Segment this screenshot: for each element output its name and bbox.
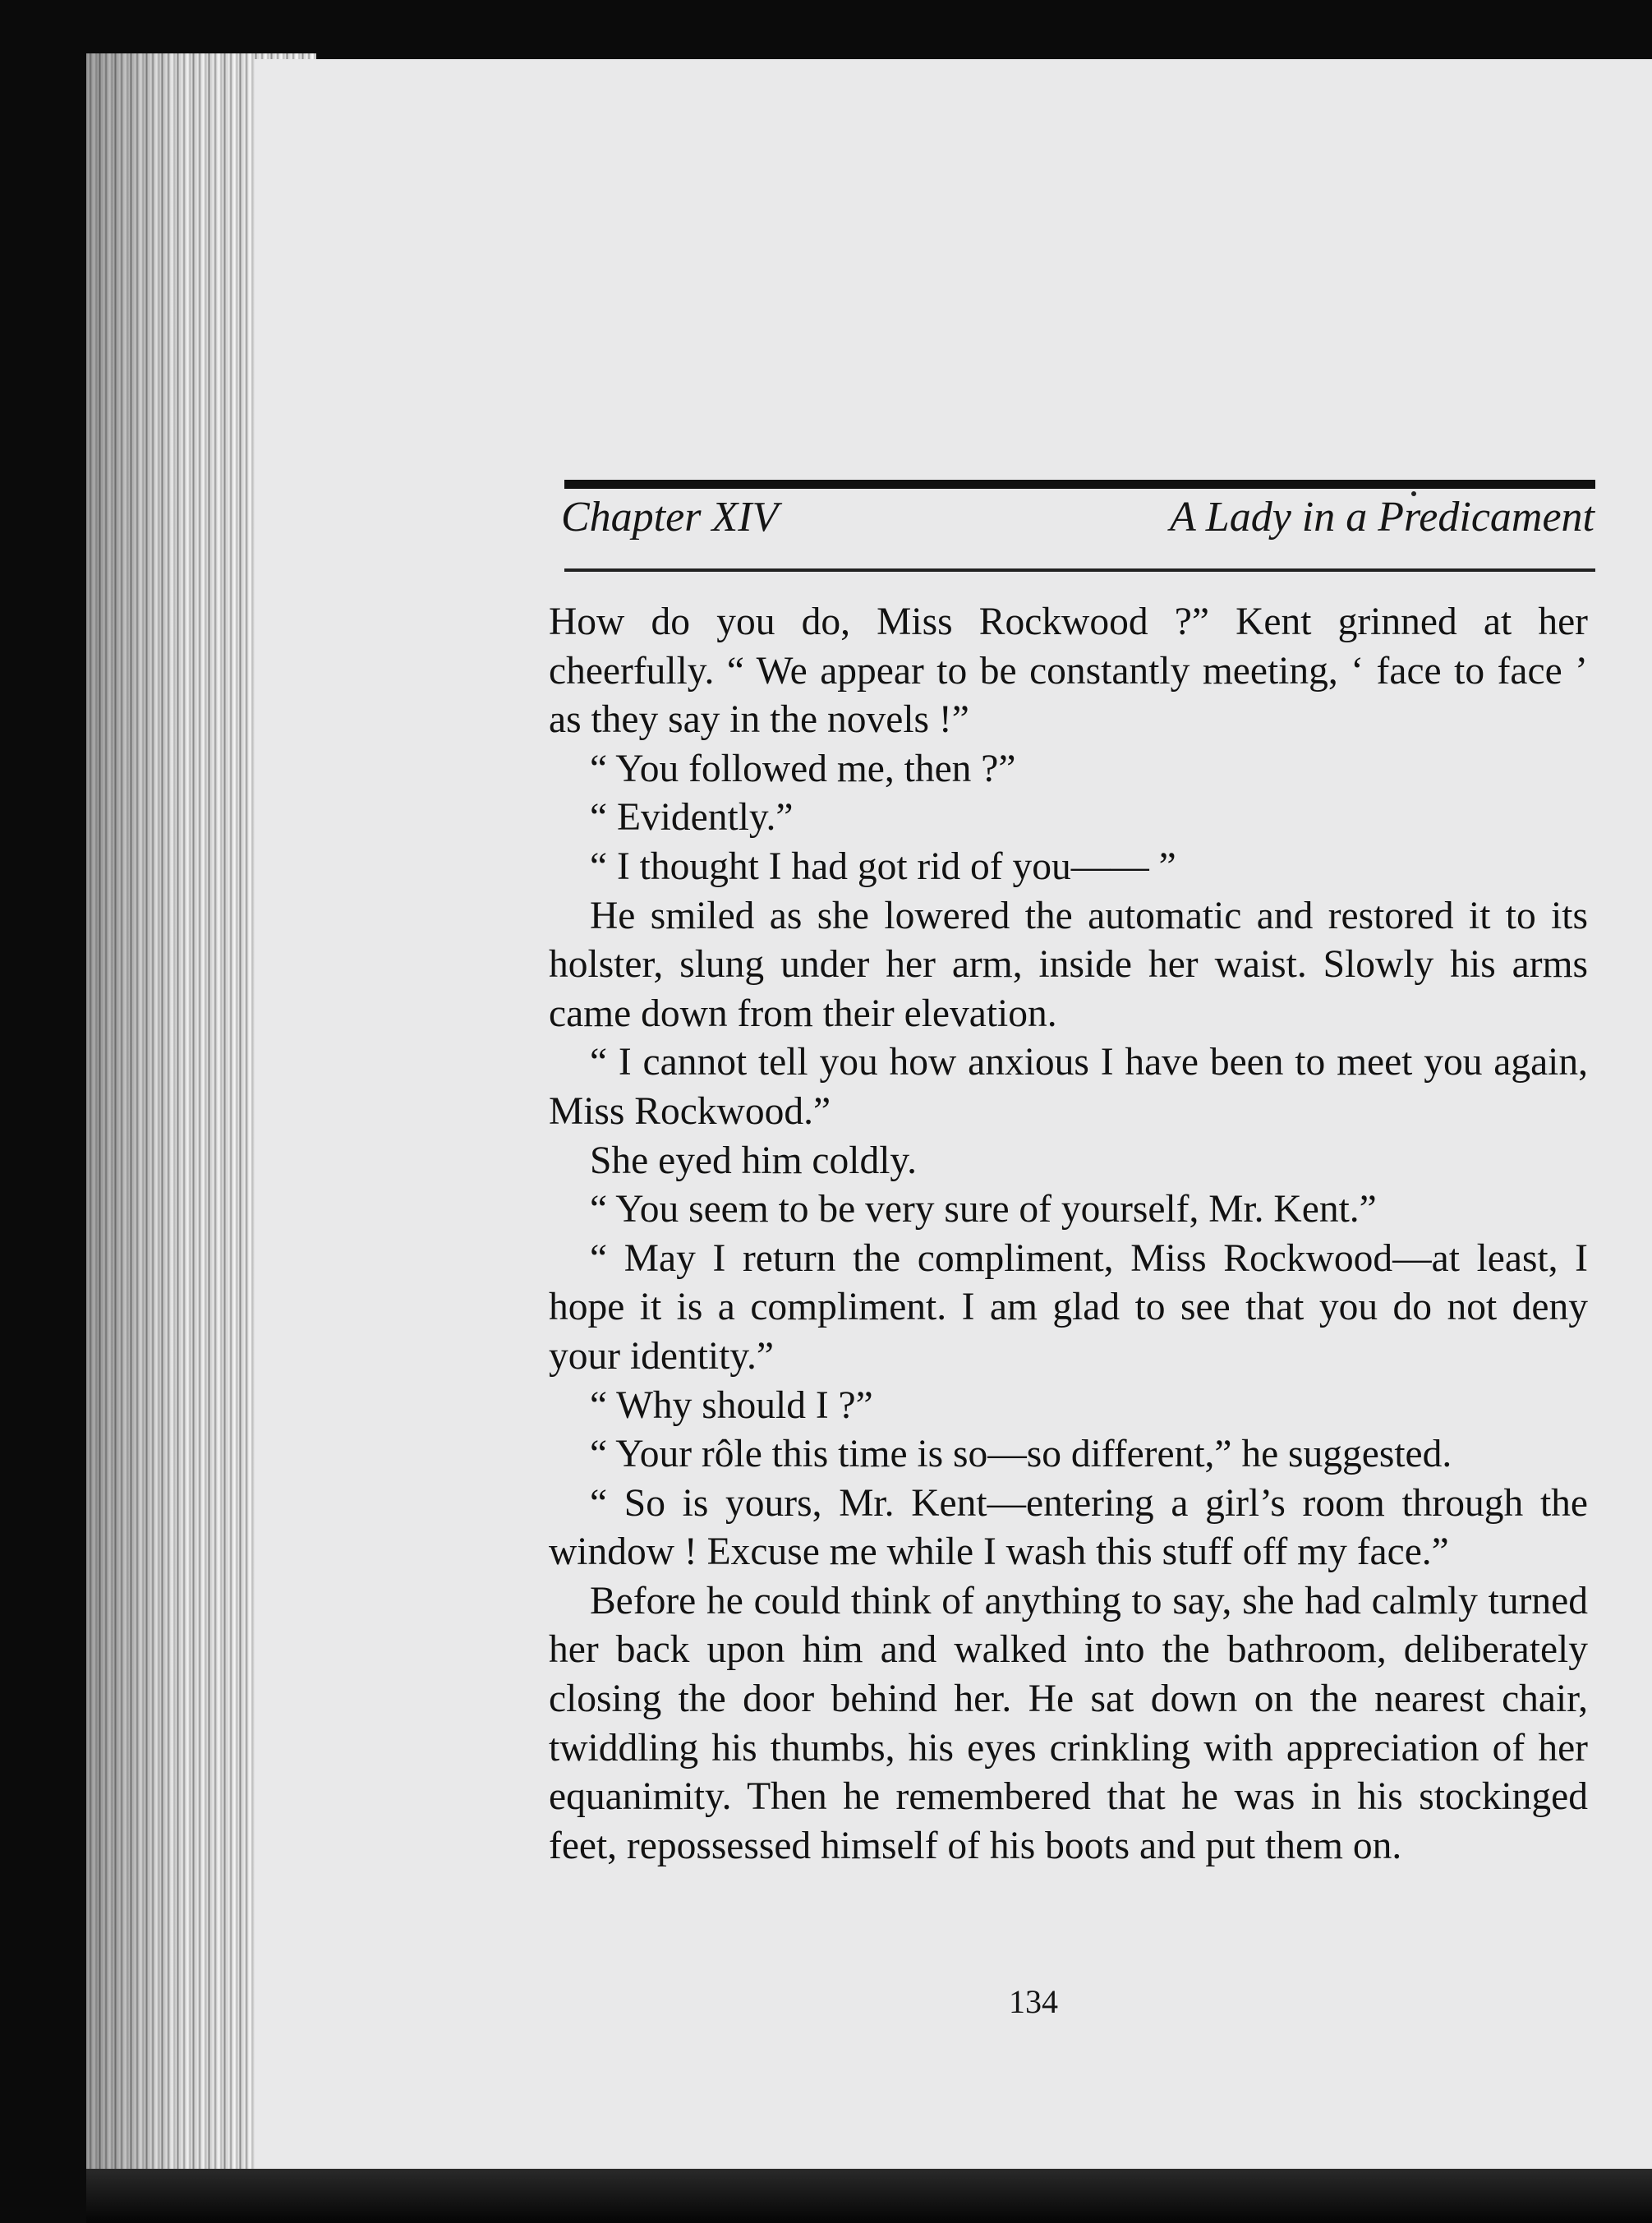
paragraph: “ You followed me, then ?” [590,747,1016,790]
paragraph: “ I thought I had got rid of you—— ” [590,845,1176,888]
paragraph: “ Your rôle this time is so—so different,” he suggested. [590,1433,1452,1476]
paragraph: “ You seem to be very sure of yourself, Mr. Kent.” [590,1188,1377,1231]
paragraph: She eyed him coldly. [590,1139,917,1182]
running-head [561,493,1594,559]
bottom-shadow [86,2169,1652,2223]
paragraph: “ May I return the compliment, Miss Rockwood—at least, I hope it is a compliment. I am glad to see that you do not deny your identity.” [549,1236,1588,1378]
paragraph: “ So is yours, Mr. Kent—entering a girl’s room through the window ! Excuse me while I wash this stuff off my face.” [549,1481,1588,1574]
paragraph: Before he could think of anything to say, she had calmly turned her back upon him and walked into the bathroom, deliberately closing the door behind her. He sat down on the nearest chair, twiddling his thumbs, his eyes crinkling with appreciation of her equanimity. Then he remembered that he was in his stockinged feet, repossessed himself of his boots and put them on. [549,1579,1588,1867]
paragraph: “ I cannot tell you how anxious I have been to meet you again, Miss Rockwood.” [549,1041,1588,1133]
paragraph: How do you do, Miss Rockwood ?” Kent grinned at her cheerfully. “ We appear to be constantly meeting, ‘ face to face ’ as they say in the novels !” [549,601,1588,742]
chapter-label: Chapter XIV [561,494,779,541]
chapter-title: A Lady in a Predicament [1169,494,1594,541]
paragraph: He smiled as she lowered the automatic and restored it to its holster, slung under her arm, inside her waist. Slowly his arms came down from their elevation. [549,894,1588,1035]
page-number: 134 [1009,1983,1058,2020]
paragraph: “ Evidently.” [590,796,794,840]
body-text [549,598,1588,1871]
paragraph: “ Why should I ?” [590,1383,873,1427]
header-rule-thin [564,568,1595,572]
header-rule-thick [564,480,1595,489]
